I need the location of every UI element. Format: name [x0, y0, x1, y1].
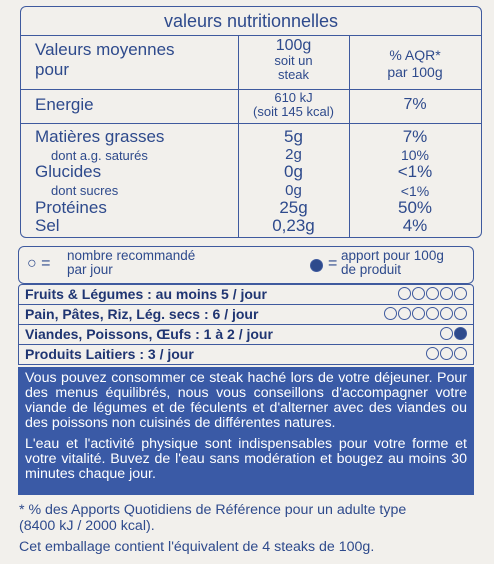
empty-circle-icon: [440, 347, 453, 360]
empty-circle-icon: [426, 307, 439, 320]
empty-circle-icon: [440, 327, 453, 340]
portion-row-viandes: Viandes, Poissons, Œufs : 1 à 2 / jour: [18, 324, 474, 345]
row-value: 0g: [285, 182, 302, 199]
table-title: valeurs nutritionnelles: [21, 7, 481, 36]
portion-row-produits-laitiers: Produits Laitiers : 3 / jour: [18, 344, 474, 365]
row-label: Protéines: [35, 198, 107, 217]
filled-circle-legend-text: apport pour 100g de produit: [341, 248, 444, 277]
empty-circle-icon: [384, 307, 397, 320]
aqr-footnote: * % des Apports Quotidiens de Référence pour un adulte type (8400 kJ / 2000 kcal).: [19, 502, 407, 534]
row-pct: 4%: [402, 216, 428, 235]
empty-circle-icon: [398, 287, 411, 300]
nutrition-table: [20, 6, 482, 238]
row-label: Glucides: [35, 162, 102, 181]
empty-circle-icon: [440, 307, 453, 320]
row-value: 2g: [285, 146, 302, 163]
energy-label: Energie: [35, 95, 94, 114]
filled-circle-icon: [310, 259, 323, 272]
row-label: Matières grasses: [35, 127, 165, 146]
portion-circles: [425, 347, 467, 360]
row-divider: [21, 89, 481, 90]
empty-circle-icon: [440, 287, 453, 300]
empty-circle-icon: [412, 287, 425, 300]
packaging-note: Cet emballage contient l'équivalent de 4 steaks de 100g.: [19, 539, 375, 555]
row-value: 25g: [279, 198, 308, 217]
advice-paragraph: Vous pouvez consommer ce steak haché lors de votre déjeuner. Pour des menus équilibrés, nous vous conseillons d'accompagner votre viande de légumes et de féculents et d'alterner avec des viandes ou des poissons non cuisinés de différentes natures.: [25, 370, 467, 431]
header-label: Valeurs moyennes pour: [35, 40, 175, 79]
row-pct: <1%: [397, 162, 433, 181]
row-label: dont a.g. saturés: [51, 148, 148, 163]
row-pct: 50%: [397, 198, 433, 217]
header-portion: 100g soit un steak: [274, 37, 313, 82]
empty-circle-icon: [454, 347, 467, 360]
portion-legend: [18, 246, 474, 284]
row-label: dont sucres: [51, 183, 119, 198]
portion-row-fruits-legumes: Fruits & Légumes : au moins 5 / jour: [18, 284, 474, 305]
empty-circle-icon: [426, 287, 439, 300]
advice-paragraph: L'eau et l'activité physique sont indispensables pour votre forme et votre vitalité. Buvez de l'eau sans modération et bougez au moins 30 minutes chaque jour.: [25, 436, 467, 482]
advice-box: [18, 367, 474, 495]
empty-circle-legend-symbol: ○ =: [27, 255, 51, 272]
row-pct: 10%: [400, 147, 430, 163]
empty-circle-icon: [454, 307, 467, 320]
portion-row-pain-pates: Pain, Pâtes, Riz, Lég. secs : 6 / jour: [18, 304, 474, 325]
empty-circle-legend-text: nombre recommandé par jour: [67, 248, 196, 277]
empty-circle-icon: [454, 287, 467, 300]
portion-circles: [439, 327, 467, 340]
row-value: 0g: [284, 162, 303, 181]
portion-circles: [383, 307, 467, 320]
row-pct: 7%: [402, 127, 428, 146]
empty-circle-icon: [398, 307, 411, 320]
filled-circle-legend-symbol: =: [328, 255, 338, 272]
energy-value: 610 kJ (soit 145 kcal): [253, 90, 334, 119]
empty-circle-icon: [412, 307, 425, 320]
energy-pct: 7%: [403, 96, 427, 113]
header-pct: % AQR* par 100g: [387, 47, 443, 80]
row-divider: [21, 123, 481, 124]
row-value: 0,23g: [272, 216, 315, 235]
row-label: Sel: [35, 216, 60, 235]
filled-circle-icon: [454, 327, 467, 340]
portion-circles: [397, 287, 467, 300]
row-pct: <1%: [400, 183, 430, 199]
empty-circle-icon: [426, 347, 439, 360]
row-value: 5g: [284, 127, 303, 146]
